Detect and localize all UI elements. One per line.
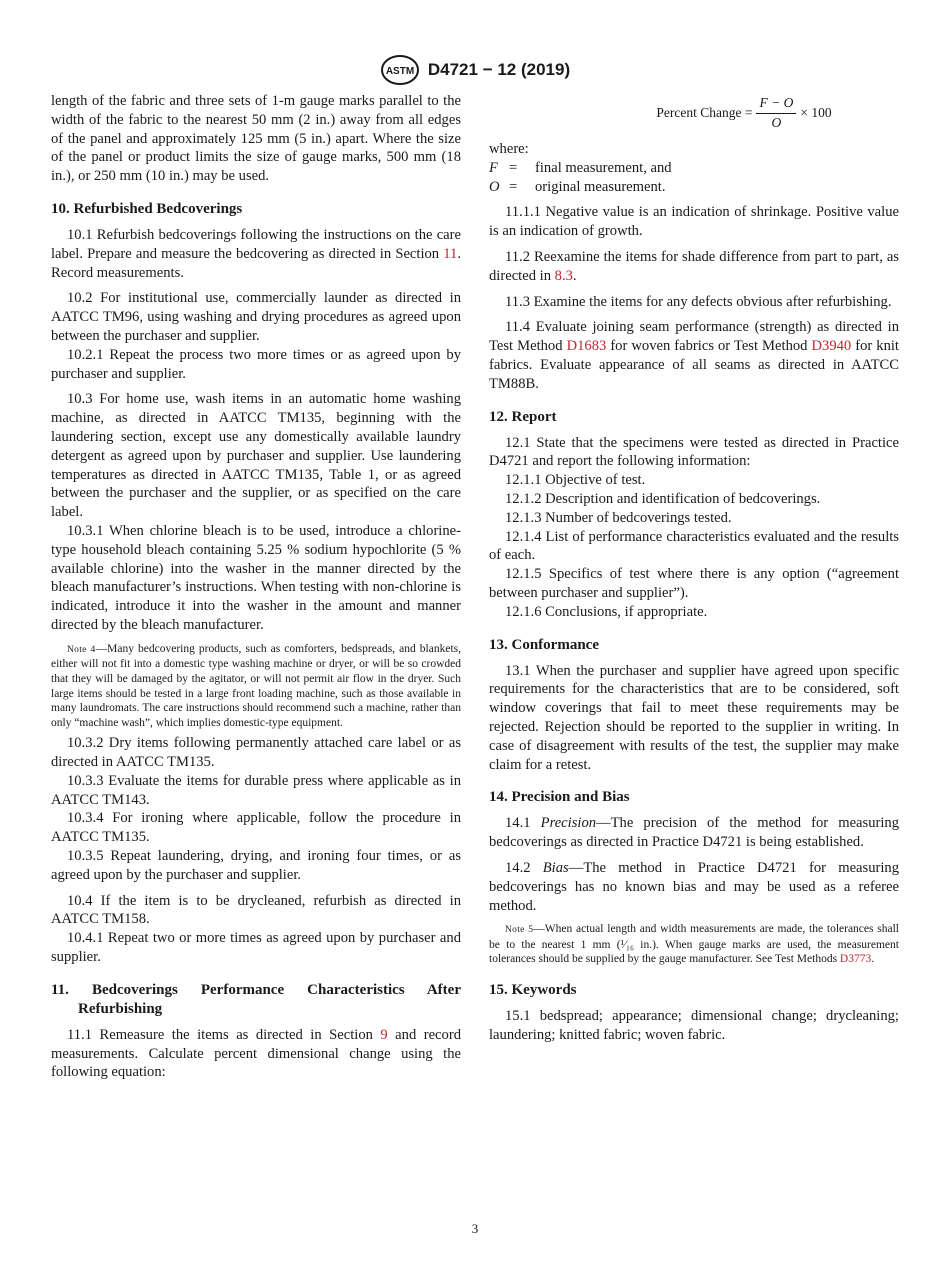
svg-text:ASTM: ASTM xyxy=(385,66,415,77)
page-header xyxy=(0,54,950,86)
definition-row: F = final measurement, and xyxy=(489,159,672,176)
paragraph-14-2: 14.2 Bias—The method in Practice D4721 for measuring bedcoverings has no known bias and may be used as a referee method. xyxy=(489,859,900,914)
paragraph-12-1-6: 12.1.6 Conclusions, if appropriate. xyxy=(505,603,708,620)
paragraph-10-4-1: 10.4.1 Repeat two or more times as agreed upon by purchaser and supplier. xyxy=(51,930,461,966)
paragraph-10-3-4: 10.3.4 For ironing where applicable, follow the procedure in AATCC TM135. xyxy=(51,810,461,846)
paragraph-10-2: 10.2 For institutional use, commercially launder as directed in AATCC TM96, using washing and drying procedures as agreed upon between the purchaser and supplier. xyxy=(51,290,461,344)
paragraph-12-1-4: 12.1.4 List of performance characteristics evaluated and the results of each. xyxy=(489,528,899,564)
paragraph-11-1-1: 11.1.1 Negative value is an indication of shrinkage. Positive value is an indication of growth. xyxy=(489,204,899,240)
variable-definitions xyxy=(489,159,899,197)
paragraph-10-2-1: 10.2.1 Repeat the process two more times or as agreed upon by purchaser and supplier. xyxy=(51,346,461,382)
document-designation: D4721 − 12 (2019) xyxy=(427,60,571,79)
paragraph-11-4: 11.4 Evaluate joining seam performance (strength) as directed in Test Method D1683 for woven fabrics or Test Method D3940 for knit fabrics. Evaluate appearance of all seams as directed in AATCC TM88B. xyxy=(489,319,899,392)
paragraph-12-1-3: 12.1.3 Number of bedcoverings tested. xyxy=(505,509,732,526)
paragraph-10-4: 10.4 If the item is to be drycleaned, refurbish as directed in AATCC TM158. xyxy=(51,892,461,928)
paragraph-13-1: 13.1 When the purchaser and supplier have agreed upon specific requirements for the characteristics that are to be considered, soft window coverings that fail to meet these requirements may be rejected. Rejection should be reported to the supplier in writing. In case of disagreement with results of the test, the supplier may make claim for a retest. xyxy=(489,662,899,773)
paragraph-11-1: 11.1 Remeasure the items as directed in Section 9 and record measurements. Calculate percent dimensional change using the following equation: xyxy=(51,1026,461,1081)
paragraph-10-3-5: 10.3.5 Repeat laundering, drying, and ironing four times, or as agreed upon by the purchaser and supplier. xyxy=(51,848,461,883)
paragraph-15-1: 15.1 bedspread; appearance; dimensional change; drycleaning; laundering; knitted fabric; woven fabric. xyxy=(489,1008,899,1043)
d1683-link[interactable]: D1683 xyxy=(566,338,607,355)
paragraph-12-1-1: 12.1.1 Objective of test. xyxy=(505,472,646,489)
paragraph-intro: length of the fabric and three sets of 1-m gauge marks parallel to the width of the fabric to the nearest 50 mm (2 in.) away from all edges of the panel and approximately 125 mm (5 in.) apart. Where the size of the panel or product limits the size of gauge marks, 500 mm (18 in.), or 250 mm (10 in.) may be used. xyxy=(51,93,461,185)
paragraph-10-3: 10.3 For home use, wash items in an automatic home washing machine, as directed in AATCC TM135, beginning with the laundering section, except use any domestically available laundry detergent as agreed upon by purchaser and supplier. Use laundering temperatures as directed in AATCC TM135, Table 1, or as agreed between the purchaser and the supplier, or as specified on the care label. xyxy=(51,391,461,521)
paragraph-11-2: 11.2 Reexamine the items for shade difference from part to part, as directed in 8.3. xyxy=(489,248,899,284)
section-12-heading: 12. Report xyxy=(489,408,557,425)
section-13-heading: 13. Conformance xyxy=(489,636,599,653)
section-11-link[interactable]: 11 xyxy=(443,245,458,262)
paragraph-11-3: 11.3 Examine the items for any defects obvious after refurbishing. xyxy=(505,293,892,310)
left-column xyxy=(51,92,461,1082)
page-number: 3 xyxy=(471,1221,479,1236)
paragraph-12-1-5: 12.1.5 Specifics of test where there is any option (“agreement between purchaser and supplier”). xyxy=(489,566,899,601)
paragraph-12-1-2: 12.1.2 Description and identification of bedcoverings. xyxy=(505,490,821,507)
section-9-link[interactable]: 9 xyxy=(380,1026,388,1043)
note-4: Note 4—Many bedcovering products, such as comforters, bedspreads, and blankets, either will not fit into a domestic type washing machine or dryer, or will be so crowded that they will be damaged by the agitator, or will not permit air flow in the dryer. Such large items should be tested in a large front loading machine, such as those available in many laundromats. The care instructions should recommend such a machine, rather than only “machine wash”, which implies domestic-type equipment. xyxy=(51,642,461,729)
paragraph-10-3-3: 10.3.3 Evaluate the items for durable press where applicable as in AATCC TM143. xyxy=(51,772,461,808)
section-8-3-link[interactable]: 8.3 xyxy=(554,267,573,284)
section-10-heading: 10. Refurbished Bedcoverings xyxy=(51,200,243,217)
paragraph-10-3-2: 10.3.2 Dry items following permanently attached care label or as directed in AATCC TM135. xyxy=(51,735,461,771)
paragraph-10-1: 10.1 Refurbish bedcoverings following the instructions on the care label. Prepare and measure the bedcovering as directed in Section 11. Record measurements. xyxy=(51,226,461,281)
percent-change-equation: Percent Change = $\frac{F - O}{O}$ × 100 xyxy=(489,92,899,134)
paragraph-10-3-1: 10.3.1 When chlorine bleach is to be used, introduce a chlorine-type household bleach containing 5.25 % sodium hypochlorite (5 % available chlorine) into the washer in the manner directed by the bleach manufacturer’s instructions. When testing with non-chlorine is indicated, introduce it into the washer in the amount and manner directed by the bleach manufacturer. xyxy=(51,522,461,633)
right-column xyxy=(489,92,899,1045)
section-14-heading: 14. Precision and Bias xyxy=(489,789,630,806)
note-5: Note 5—When actual length and width measurements are made, the tolerances shall be to the nearest 1 mm (¹⁄₁₆ in.). When gauge marks are used, the measurement tolerances should be supplied by the gauge manufacturer. See Test Methods D3773. xyxy=(489,923,899,966)
section-15-heading: 15. Keywords xyxy=(489,982,577,999)
where-label: where: xyxy=(489,141,529,157)
astm-logo-icon xyxy=(380,54,420,86)
equation-fraction: $\frac{F - O}{O}$ xyxy=(756,94,796,133)
paragraph-14-1: 14.1 Precision—The precision of the method for measuring bedcoverings as directed in Practice D4721 is being established. xyxy=(489,815,900,851)
d3773-link[interactable]: D3773 xyxy=(839,953,872,966)
d3940-link[interactable]: D3940 xyxy=(811,338,852,355)
definition-row: O = original measurement. xyxy=(489,178,666,195)
paragraph-12-1: 12.1 State that the specimens were tested as directed in Practice D4721 and report the following information: xyxy=(489,434,899,470)
section-11-heading: 11. Bedcoverings Performance Characteristics After Refurbishing xyxy=(51,981,461,1017)
